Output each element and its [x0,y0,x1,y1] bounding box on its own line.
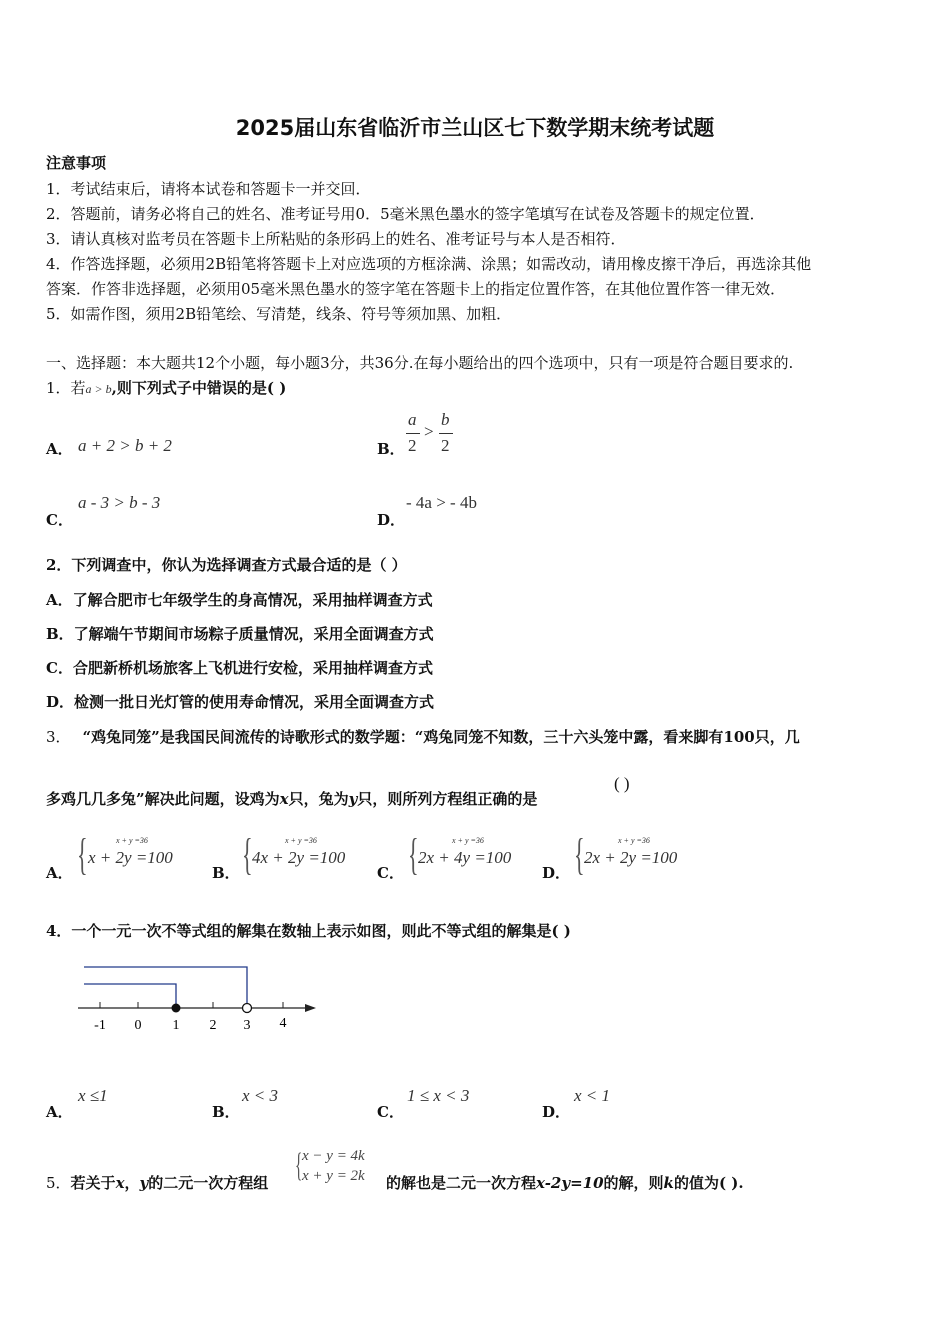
question-text: 的值为( ). [673,1174,744,1192]
option-a-label: A． [46,864,73,882]
variable-x: x [115,1174,125,1192]
question-4-stem: 4．一个一元一次不等式组的解集在数轴上表示如图，则此不等式组的解集是( ) [46,922,571,940]
brace-symbol: { [295,1147,303,1184]
question-text: 的解，则 [603,1174,664,1192]
page-title: 2025届山东省临沂市兰山区七下数学期末统考试题 [235,116,715,140]
brace-symbol: { [77,830,88,879]
option-c: C．合肥新桥机场旅客上飞机进行安检，采用抽样调查方式 [46,659,433,677]
axis-label: 0 [134,1018,142,1033]
notice-item: 5．如需作图，须用2B铅笔绘、写清楚，线条、符号等须加黑、加粗． [46,305,512,323]
notice-item: 3．请认真核对监考员在答题卡上所粘贴的条形码上的姓名、准考证号与本人是否相符． [46,230,626,248]
equation-bottom: 4x + 2y =100 [252,848,346,867]
equation-top: x + y =36 [452,836,484,845]
option-d-formula: x < 1 [574,1086,611,1105]
option-b-label: B． [212,1103,240,1121]
question-1-stem [46,377,286,398]
option-d-label: D． [377,511,406,529]
question-text: ， [124,1174,140,1192]
question-number: 1．若 [46,379,86,397]
fraction-numerator: b [441,410,450,429]
equation-top: x + y =36 [116,836,148,845]
notice-item: 4．作答选择题，必须用2B铅笔将答题卡上对应选项的方框涂满、涂黑；如需改动，请用橡皮擦干净后，再选涂其他 [46,255,812,273]
fraction-numerator: a [408,410,417,429]
open-point [243,1004,252,1013]
question-text: ,则下列式子中错误的是( ) [111,379,287,397]
equation-text: x-2y=10 [536,1174,604,1192]
axis-label: 4 [279,1016,287,1031]
question-text: 的二元一次方程组 [148,1174,269,1192]
fraction-bar [439,433,453,434]
answer-parentheses: ( ) [614,774,630,793]
option-c-label: C． [377,1103,404,1121]
option-b-label: B． [377,440,405,458]
option-b: B．了解端午节期间市场粽子质量情况，采用全面调查方式 [46,625,434,643]
section-heading: 一、选择题：本大题共12个小题，每小题3分，共36分.在每小题给出的四个选项中，只有一项是符合题目要求的. [46,354,794,372]
option-c-formula: 1 ≤ x < 3 [407,1086,470,1105]
fraction-denominator: 2 [441,436,450,455]
fraction-bar [406,433,420,434]
option-c-formula: a - 3 > b - 3 [78,493,161,512]
option-b-label: B． [212,864,240,882]
question-text: “鸡兔同笼”是我国民间流传的诗歌形式的数学题：“鸡兔同笼不知数，三十六头笼中露，看来脚有100只，几 [82,728,800,746]
option-c-label: C． [46,511,73,529]
option-a-formula: x ≤1 [78,1086,108,1105]
axis-label: 1 [172,1018,180,1033]
option-d: D．检测一批日光灯管的使用寿命情况，采用全面调查方式 [46,693,435,711]
equation-bottom: 2x + 4y =100 [418,848,512,867]
arrow-head-icon [305,1004,316,1012]
solution-ray-2 [84,967,247,1008]
variable-k: k [663,1174,674,1192]
question-3-line1 [46,726,800,747]
fraction-denominator: 2 [408,436,417,455]
notice-item: 答案．作答非选择题，必须用05毫米黑色墨水的签字笔在答题卡上的指定位置作答，在其他位置作答一律无效． [46,280,786,298]
question-5-stem-start [46,1172,268,1193]
equation-top: x + y =36 [618,836,650,845]
option-b-formula [406,410,456,460]
question-5-stem-end [386,1172,744,1193]
option-b-formula: x < 3 [242,1086,279,1105]
option-a-label: A． [46,1103,73,1121]
option-d-label: D． [542,1103,571,1121]
option-a: A．了解合肥市七年级学生的身高情况，采用抽样调查方式 [46,591,433,609]
solution-ray-1 [84,984,176,1008]
notice-item: 2．答题前，请务必将自己的姓名、准考证号用0．5毫米黑色墨水的签字笔填写在试卷及答题卡的规定位置． [46,205,765,223]
brace-symbol: { [574,830,585,879]
equation-bottom: 2x + 2y =100 [584,848,678,867]
notice-heading: 注意事项 [46,154,107,172]
option-d-label: D． [542,864,571,882]
equation-top: x + y =36 [285,836,317,845]
axis-label: 3 [243,1018,251,1033]
option-d-formula: - 4a > - 4b [406,493,477,512]
number-line-figure [70,955,330,1035]
brace-symbol: { [408,830,419,879]
variable-y: y [139,1174,149,1192]
question-text: 只，则所列方程组正确的是 [357,790,538,808]
question-2-stem: 2．下列调查中，你认为选择调查方式最合适的是（ ） [46,556,407,574]
question-text: 只，兔为 [288,790,349,808]
operator: > [424,422,434,441]
system-equation-2: x + y = 2k [302,1168,365,1184]
brace-symbol: { [242,830,253,879]
variable-y: y [348,790,358,808]
axis-label: -1 [94,1018,106,1033]
option-a-label: A． [46,440,73,458]
question-number: 3． [46,728,71,746]
solid-point [172,1004,181,1013]
variable-x: x [279,790,289,808]
option-a-formula: a + 2 > b + 2 [78,436,172,455]
axis-label: 2 [209,1018,217,1033]
question-text: 的解也是二元一次方程 [386,1174,537,1192]
system-equation-1: x − y = 4k [302,1148,365,1164]
question-3-line2 [46,788,537,809]
notice-item: 1．考试结束后，请将本试卷和答题卡一并交回． [46,180,371,198]
condition-formula: a > b [85,382,112,396]
equation-bottom: x + 2y =100 [88,848,173,867]
question-text: 多鸡几几多兔”解决此问题，设鸡为 [46,790,280,808]
question-text: 若关于 [70,1174,116,1192]
option-c-label: C． [377,864,404,882]
question-number: 5． [46,1174,71,1192]
